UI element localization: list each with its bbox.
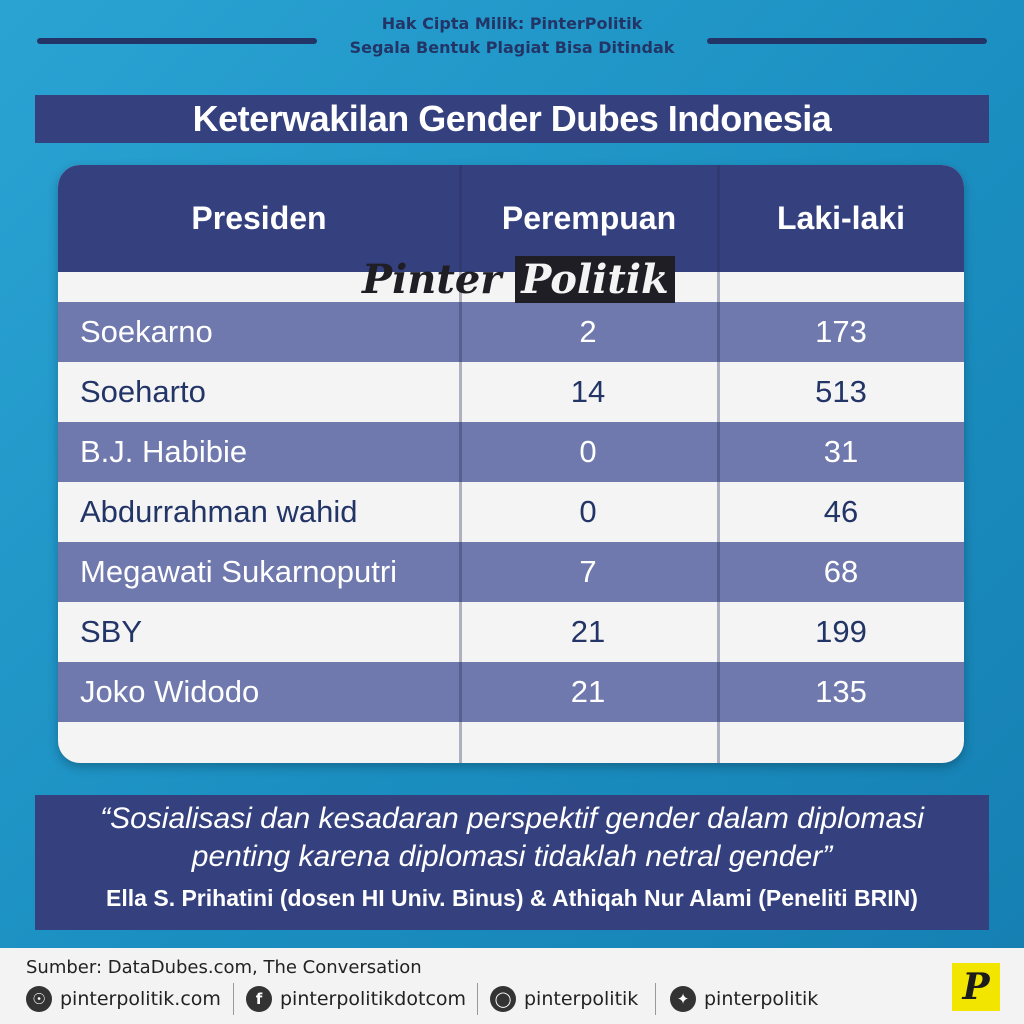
- copyright-notice: [262, 12, 762, 60]
- column-header-presiden: Presiden: [191, 200, 327, 236]
- instagram-icon: ◯: [490, 986, 516, 1012]
- cell-presiden: SBY: [80, 614, 143, 649]
- footer-separator: [655, 983, 656, 1015]
- cell-laki-laki: 68: [823, 554, 859, 589]
- cell-perempuan: 0: [579, 494, 597, 529]
- watermark-text-2: Politik: [515, 256, 674, 303]
- cell-laki-laki: 31: [823, 434, 859, 469]
- quote-line-2: penting karena diplomasi tidaklah netral gender”: [191, 840, 833, 873]
- watermark-text-1: Pinter: [362, 256, 502, 303]
- cell-laki-laki: 46: [823, 494, 859, 529]
- cell-laki-laki: 199: [815, 614, 867, 649]
- quote: [35, 800, 989, 876]
- footer-separator: [233, 983, 234, 1015]
- watermark: [362, 252, 675, 308]
- table-row: [58, 542, 964, 602]
- social-label: pinterpolitik: [524, 988, 639, 1010]
- globe-icon: ☉: [26, 986, 52, 1012]
- cell-laki-laki: 135: [815, 674, 867, 709]
- copyright-line-2: Segala Bentuk Plagiat Bisa Ditindak: [349, 38, 675, 57]
- table-row: [58, 362, 964, 422]
- cell-presiden: Soekarno: [80, 314, 213, 349]
- table-row: [58, 602, 964, 662]
- cell-laki-laki: 513: [815, 374, 867, 409]
- cell-presiden: Soeharto: [80, 374, 206, 409]
- column-divider: [717, 165, 720, 763]
- facebook-icon: f: [246, 986, 272, 1012]
- cell-perempuan: 21: [570, 614, 606, 649]
- copyright-line-1: Hak Cipta Milik: PinterPolitik: [381, 14, 643, 33]
- social-website[interactable]: [26, 985, 221, 1013]
- cell-perempuan: 2: [579, 314, 597, 349]
- cell-perempuan: 7: [579, 554, 597, 589]
- column-header-perempuan: Perempuan: [501, 200, 677, 236]
- page-title: Keterwakilan Gender Dubes Indonesia: [192, 98, 832, 139]
- social-label: pinterpolitikdotcom: [280, 988, 467, 1010]
- cell-perempuan: 21: [570, 674, 606, 709]
- quote-attribution: Ella S. Prihatini (dosen HI Univ. Binus) & Athiqah Nur Alami (Peneliti BRIN): [106, 885, 918, 911]
- cell-presiden: Megawati Sukarnoputri: [80, 554, 398, 589]
- social-instagram[interactable]: [490, 985, 638, 1013]
- cell-laki-laki: 173: [815, 314, 867, 349]
- cell-presiden: B.J. Habibie: [80, 434, 248, 469]
- cell-presiden: Abdurrahman wahid: [80, 494, 358, 529]
- quote-line-1: “Sosialisasi dan kesadaran perspektif gender dalam diplomasi: [100, 802, 924, 835]
- column-header-laki-laki: Laki-laki: [776, 200, 906, 236]
- cell-perempuan: 0: [579, 434, 597, 469]
- cell-perempuan: 14: [570, 374, 606, 409]
- social-facebook[interactable]: [246, 985, 466, 1013]
- social-label: pinterpolitik: [704, 988, 819, 1010]
- table-row: [58, 482, 964, 542]
- cell-presiden: Joko Widodo: [80, 674, 260, 709]
- footer-separator: [477, 983, 478, 1015]
- social-label: pinterpolitik.com: [60, 988, 221, 1010]
- table-row: [58, 662, 964, 722]
- source-text: Sumber: DataDubes.com, The Conversation: [26, 957, 422, 978]
- twitter-icon: ✦: [670, 986, 696, 1012]
- social-twitter[interactable]: [670, 985, 818, 1013]
- table-row: [58, 302, 964, 362]
- pinterpolitik-logo: P: [952, 963, 1000, 1011]
- table-row: [58, 422, 964, 482]
